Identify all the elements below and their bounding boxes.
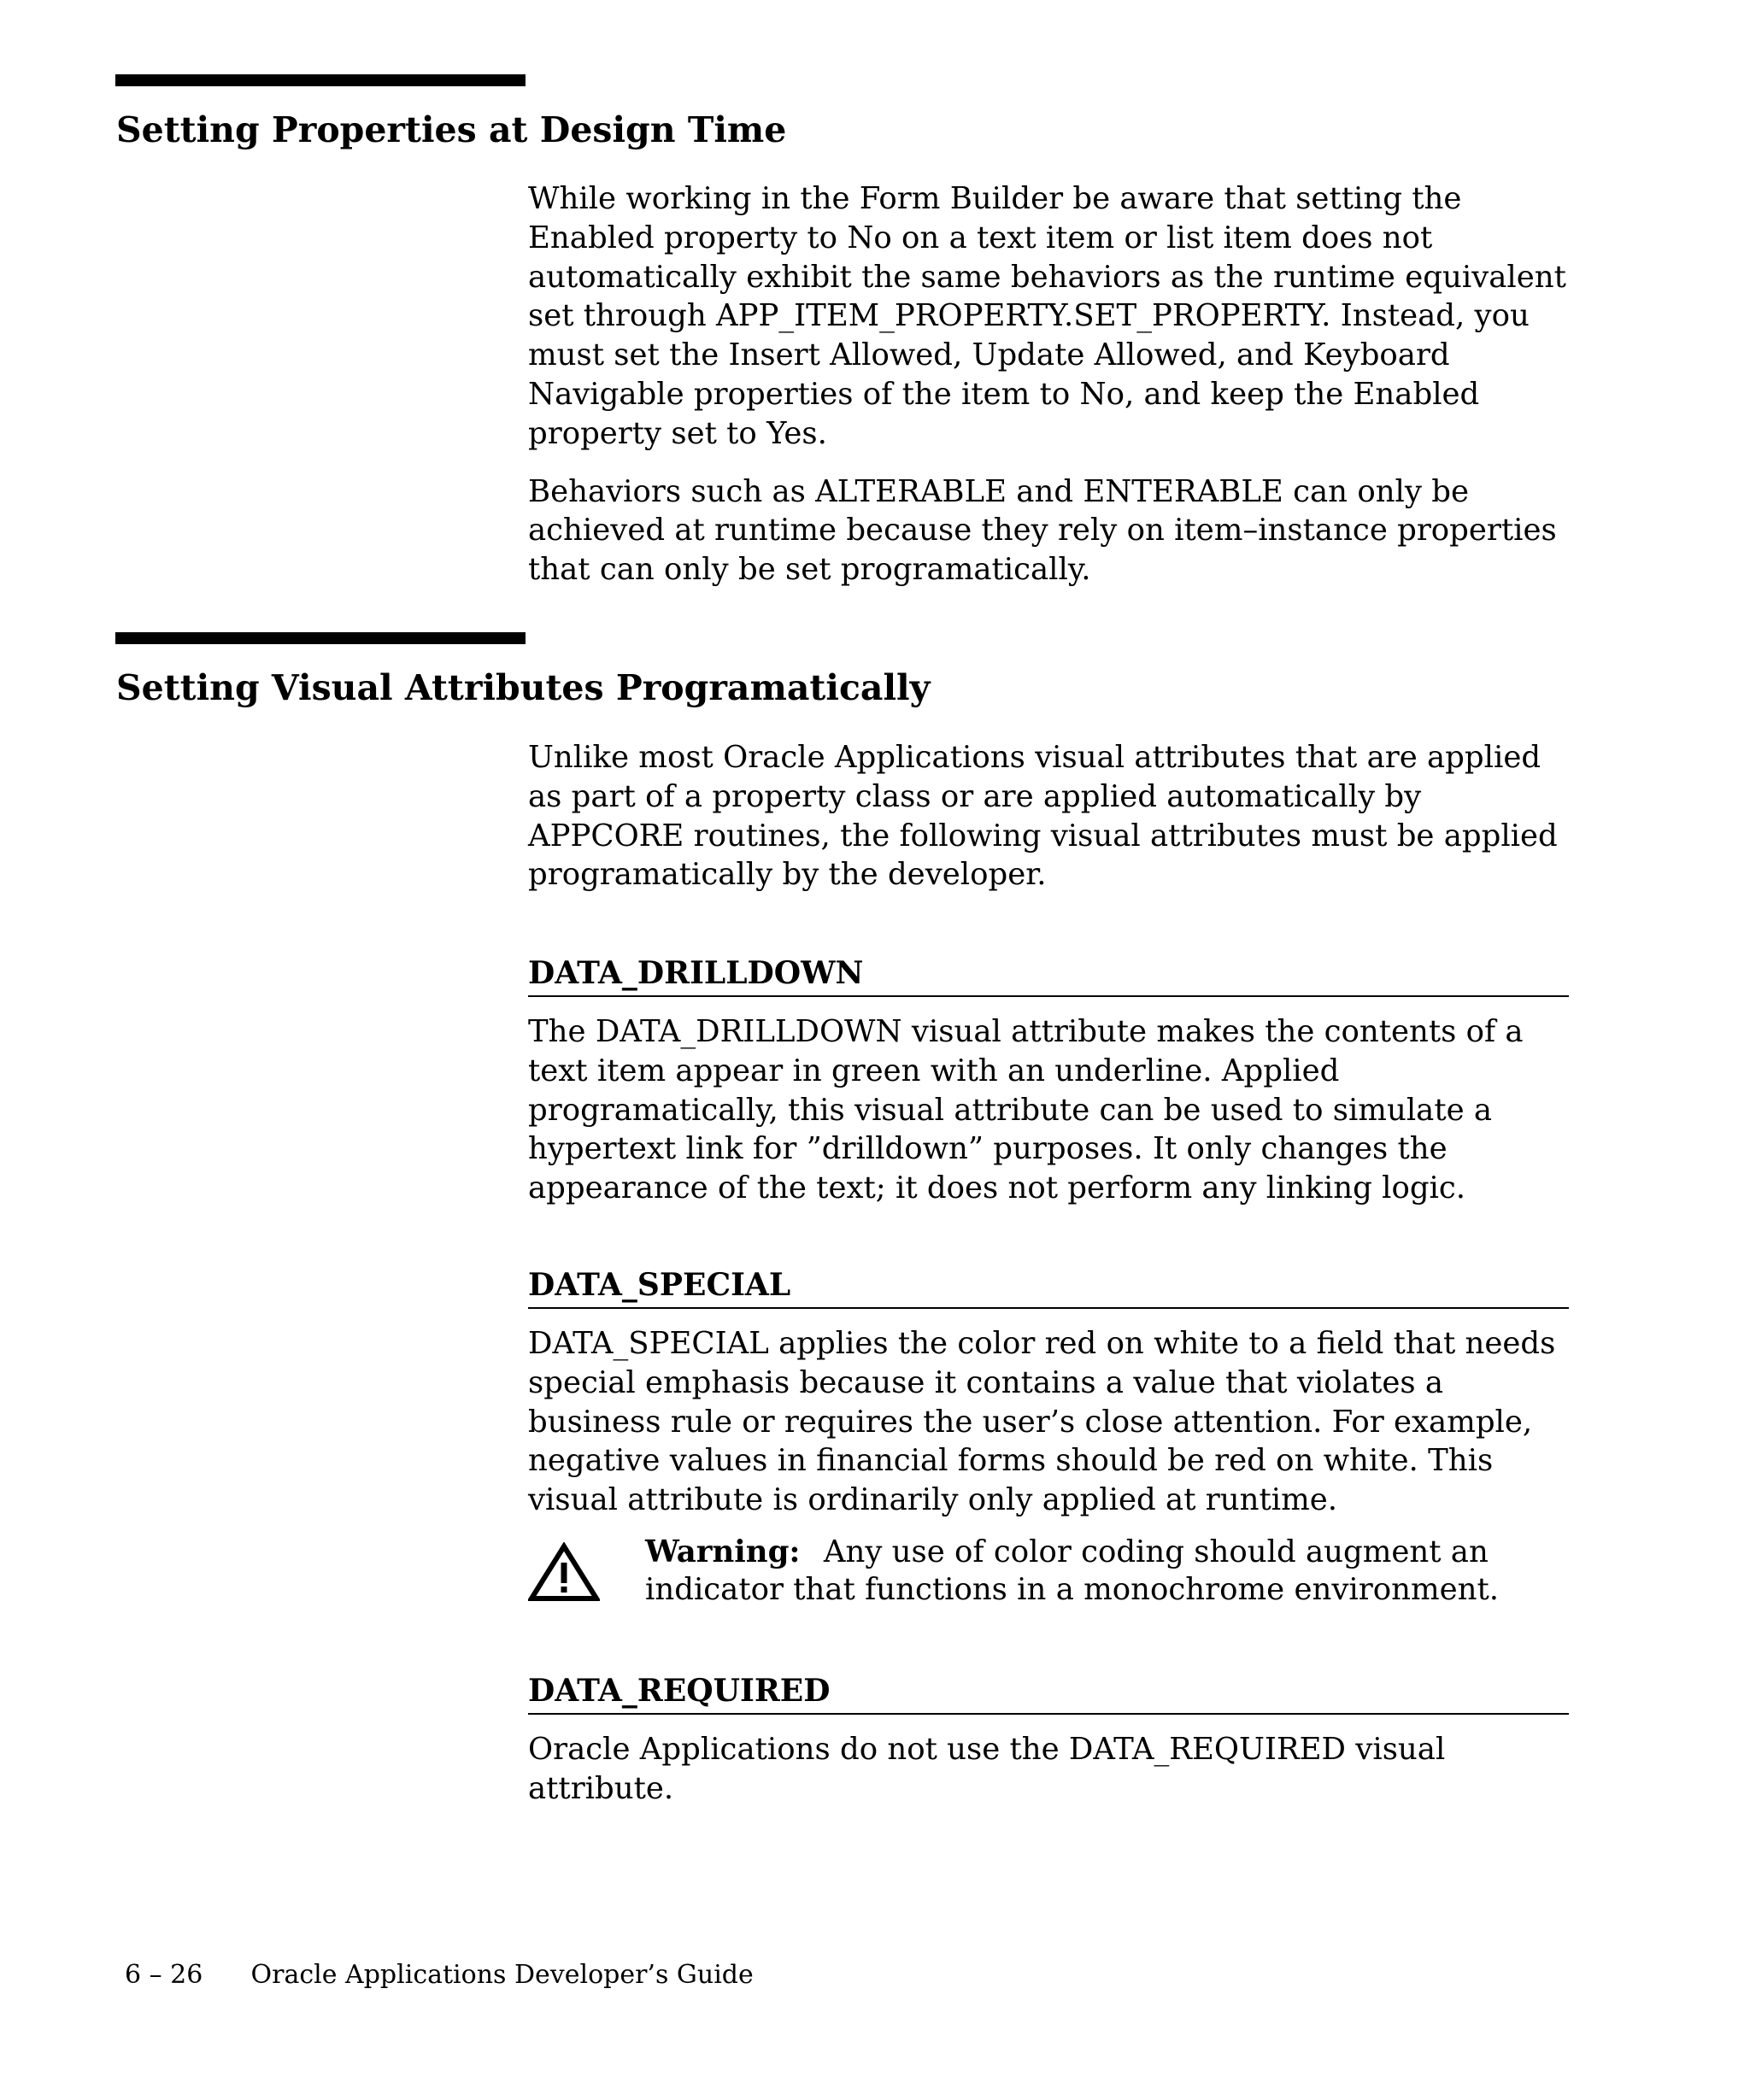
warning-note	[528, 1534, 1569, 1609]
section-divider-bar	[115, 74, 526, 86]
subsection-body-data-drilldown	[528, 1012, 1569, 1208]
warning-message: Any use of color coding should augment an indicator that functions in a monochrome environment.	[645, 1534, 1500, 1607]
section-title-visual-attributes: Setting Visual Attributes Programatically	[116, 667, 931, 708]
footer-book-title: Oracle Applications Developer’s Guide	[250, 1960, 754, 1990]
page-footer	[125, 1960, 754, 1991]
paragraph-enabled-property: While working in the Form Builder be aware that setting the Enabled property to No on a text item or list item does not automatically exhibit the same behaviors as the runtime equivalent set through APP_ITEM_PROPERTY.SET_PROPERTY. Instead, you must set the Insert Allowed, Update Allowed, and Keyboard Navigable properties of the item to No, and keep the Enabled property set to Yes.	[528, 181, 1566, 451]
section-intro-visual-attributes	[528, 738, 1569, 895]
section-divider-bar	[115, 632, 526, 644]
section-body-design-time	[528, 179, 1569, 590]
warning-triangle-icon	[528, 1542, 600, 1602]
subheading-data-special: DATA_SPECIAL	[528, 1266, 1569, 1309]
section-title-design-time: Setting Properties at Design Time	[116, 109, 787, 150]
warning-label: Warning:	[645, 1534, 801, 1569]
warning-text-block	[645, 1534, 1569, 1609]
subheading-data-required: DATA_REQUIRED	[528, 1672, 1569, 1715]
footer-page-number: 6 – 26	[125, 1960, 203, 1990]
paragraph-visual-attributes-intro: Unlike most Oracle Applications visual attributes that are applied as part of a property class or are applied automatically by APPCORE routines, the following visual attributes must be applied programatically by the developer.	[528, 740, 1558, 893]
paragraph-data-drilldown: The DATA_DRILLDOWN visual attribute makes the contents of a text item appear in green with an underline. Applied programatically, this visual attribute can be used to simulate a hypertext link for ”drilldown” purposes. It only changes the appearance of the text; it does not perform any linking logic.	[528, 1014, 1524, 1206]
paragraph-data-required: Oracle Applications do not use the DATA_REQUIRED visual attribute.	[528, 1732, 1446, 1806]
paragraph-data-special: DATA_SPECIAL applies the color red on white to a field that needs special emphasis because it contains a value that violates a business rule or requires the user’s close attention. For example, negative values in financial forms should be red on white. This visual attribute is ordinarily only applied at runtime.	[528, 1326, 1556, 1518]
paragraph-alterable-enterable: Behaviors such as ALTERABLE and ENTERABLE can only be achieved at runtime because they rely on item–instance properties that can only be set programatically.	[528, 473, 1557, 588]
subsection-body-data-required	[528, 1730, 1569, 1809]
subheading-data-drilldown: DATA_DRILLDOWN	[528, 954, 1569, 997]
subsection-body-data-special	[528, 1324, 1569, 1520]
